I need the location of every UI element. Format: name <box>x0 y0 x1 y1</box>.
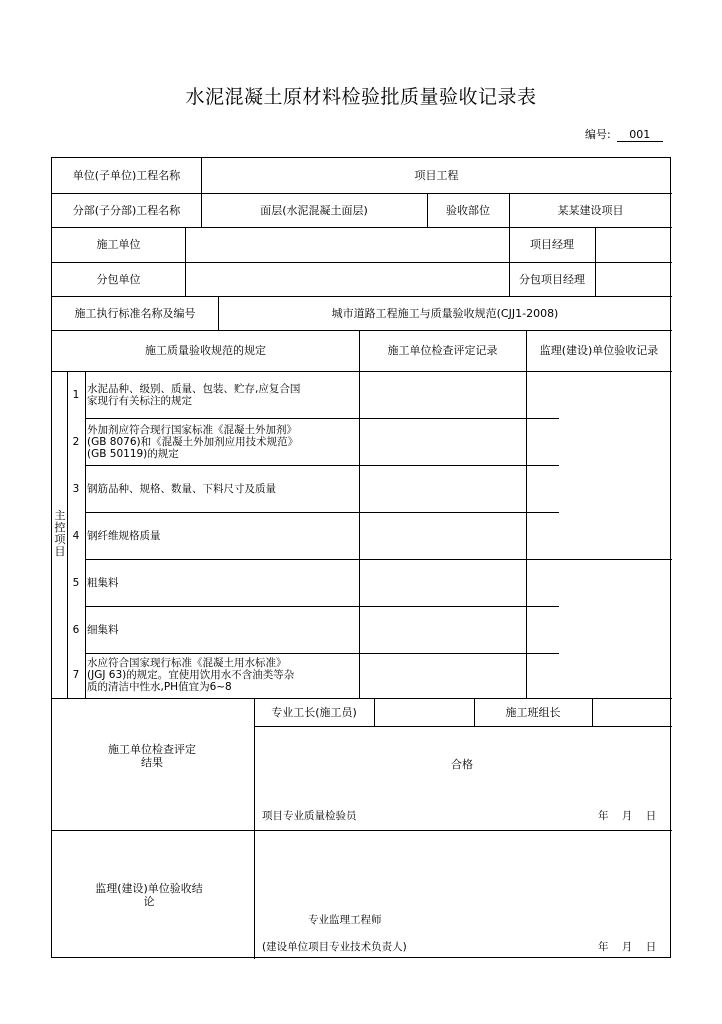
check-record-column-header: 施工单位检查评定记录 <box>387 344 498 357</box>
serial-value[interactable]: 001 <box>617 128 663 142</box>
item-number: 1 <box>72 389 80 401</box>
foreman-label: 专业工长(施工员) <box>271 705 357 719</box>
supervisor-date[interactable]: 年 月 日 <box>598 941 657 953</box>
item-number: 3 <box>72 483 80 495</box>
subcontractor-value[interactable] <box>185 262 509 296</box>
project-manager-value[interactable] <box>595 227 672 262</box>
item-text: 细集料 <box>87 624 119 636</box>
unit-project-label: 单位(子单位)工程名称 <box>72 169 181 182</box>
unit-project-value[interactable]: 项目工程 <box>414 169 459 182</box>
acceptance-part-label: 验收部位 <box>446 203 490 217</box>
contractor-value[interactable] <box>185 227 509 262</box>
main-control-label: 主控项目 <box>54 509 66 558</box>
item-text: 水泥品种、级别、质量、包装、贮存,应复合国家现行有关标注的规定 <box>87 383 301 407</box>
item-number: 7 <box>72 669 80 681</box>
supervisor-record-column-header: 监理(建设)单位验收记录 <box>539 344 659 357</box>
tech-lead-label: (建设单位项目专业技术负责人) <box>262 941 407 953</box>
sub-project-manager-value[interactable] <box>595 262 672 296</box>
subcontractor-label: 分包单位 <box>96 272 141 286</box>
sub-project-manager-label: 分包项目经理 <box>519 272 585 286</box>
spec-column-header: 施工质量验收规范的规定 <box>145 344 266 357</box>
item-number: 4 <box>72 530 80 542</box>
contractor-result-label: 施工单位检查评定结果 <box>108 743 196 769</box>
standard-value[interactable]: 城市道路工程施工与质量验收规范(CJJ1-2008) <box>331 306 559 320</box>
item-text: 钢纤维规格质量 <box>87 530 161 542</box>
foreman-value[interactable] <box>374 698 474 726</box>
inspector-label: 项目专业质量检验员 <box>262 810 357 822</box>
team-leader-label: 施工班组长 <box>505 705 561 719</box>
sub-project-label: 分部(子分部)工程名称 <box>72 203 181 217</box>
contractor-label: 施工单位 <box>96 238 141 251</box>
item-number: 6 <box>72 624 80 636</box>
item-text: 钢筋品种、规格、数量、下料尺寸及质量 <box>87 483 276 495</box>
item-number: 2 <box>72 436 80 448</box>
acceptance-part-value[interactable]: 某某建设项目 <box>557 203 624 217</box>
item-text: 水应符合国家现行标准《混凝土用水标准》(JGJ 63)的规定。宜使用饮用水不含油类等杂质的清洁中性水,PH值宜为6~8 <box>87 657 295 693</box>
sub-project-value[interactable]: 面层(水泥混凝土面层) <box>260 203 368 217</box>
supervisor-conclusion-label: 监理(建设)单位验收结论 <box>95 882 203 908</box>
item-text: 粗集料 <box>87 577 119 589</box>
team-leader-value[interactable] <box>592 698 672 726</box>
page-title: 水泥混凝土原材料检验批质量验收记录表 <box>185 86 537 108</box>
serial-number <box>585 126 663 142</box>
supervising-engineer-label: 专业监理工程师 <box>308 914 382 926</box>
contractor-date[interactable]: 年 月 日 <box>598 810 657 822</box>
serial-label: 编号: <box>585 128 611 141</box>
project-manager-label: 项目经理 <box>530 238 574 251</box>
standard-label: 施工执行标准名称及编号 <box>74 306 196 320</box>
item-number: 5 <box>72 577 80 589</box>
record-table <box>51 157 671 958</box>
item-text: 外加剂应符合现行国家标准《混凝土外加剂》(GB 8076)和《混凝土外加剂应用技术规范》(GB 50119)的规定 <box>87 424 299 460</box>
contractor-result-value[interactable]: 合格 <box>451 757 473 771</box>
